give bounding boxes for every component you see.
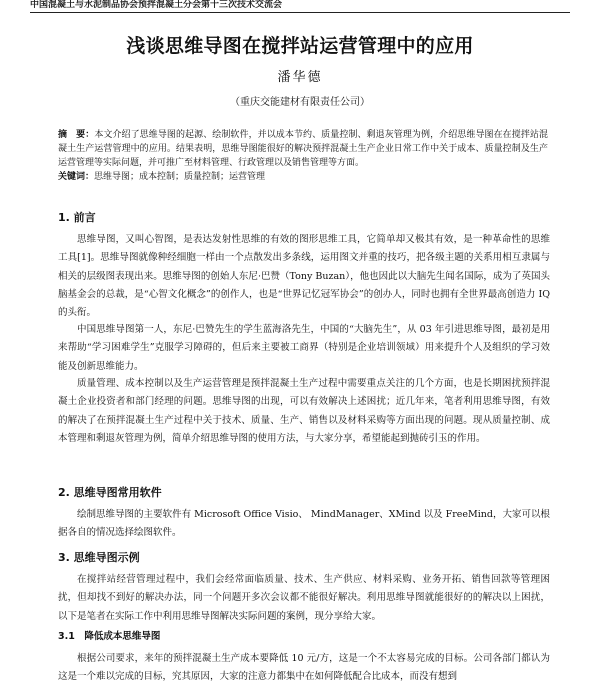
paper-title: 浅谈思维导图在搅拌站运营管理中的应用 bbox=[126, 35, 474, 57]
subsection-3-1-paragraph-1: 根据公司要求，来年的预拌混凝土生产成本要降低 10 元/方，这是一个不太容易完成的目标。公司各部门都认为这是一个难以完成的目标，究其原因，大家的注意力都集中在如何降低配合比成本，而没有想到 bbox=[58, 653, 550, 683]
section-1-paragraph-3: 质量管理、成本控制以及生产运营管理是预拌混凝土生产过程中需要重点关注的几个方面，也是长期困扰预拌混凝土企业投资者和部门经理的问题。思维导图的出现，可以有效解决上述困扰；近几年来，笔者利用思维导图，有效的解决了在预拌混凝土生产过程中关于技术、质量、生产、销售以及材料采购等方面出现的问题。现从质量控制、成本管理和剩退灰管理为例，简单介绍思维导图的使用方法，与大家分享，希望能起到抛砖引玉的作用。 bbox=[58, 378, 550, 444]
abstract bbox=[58, 128, 548, 170]
abstract-label: 摘 要： bbox=[58, 130, 95, 140]
running-head: 中国混凝土与水泥制品协会预拌混凝土分会第十三次技术交流会 bbox=[30, 0, 570, 13]
abstract-text: 本文介绍了思维导图的起源、绘制软件，并以成本节约、质量控制、剩退灰管理为例，介绍思维导图在在搅拌站混凝土生产运营管理中的应用。结果表明，思维导图能很好的解决预拌混凝土生产企业日常工作中关于成本、质量控制及生产运营管理等实际问题，并可推广至材料管理、行政管理以及销售管理等方面。 bbox=[58, 130, 548, 168]
keywords bbox=[58, 170, 548, 184]
section-2-heading: 2. 思维导图常用软件 bbox=[58, 486, 162, 499]
author-affiliation: （重庆交能建材有限责任公司） bbox=[230, 97, 370, 108]
author-name: 潘华德 bbox=[277, 70, 323, 85]
subsection-3-1-heading: 3.1 降低成本思维导图 bbox=[58, 631, 161, 642]
section-1-paragraph-2: 中国思维导图第一人，东尼·巴赞先生的学生蓝海洛先生，中国的“大脑先生”，从 03 年引进思维导图，最初是用来帮助“学习困难学生”克服学习障碍的，但后来主要被工商界（特别是企业培训领域）用来提升个人及组织的学习效能及创新思维能力。 bbox=[58, 324, 550, 372]
section-2-paragraph-1: 绘制思维导图的主要软件有 Microsoft Office Visio、 MindManager、XMind 以及 FreeMind，大家可以根据各自的情况选择绘图软件。 bbox=[58, 509, 550, 539]
section-3-paragraph-1: 在搅拌站经营管理过程中，我们会经常面临质量、技术、生产供应、材料采购、业务开拓、销售回款等管理困扰，但却找不到好的解决办法，同一个问题开多次会议都不能很好解决。利用思维导图就能很好的的解决以上困扰，以下是笔者在实际工作中利用思维导图解决实际问题的案例，现分享给大家。 bbox=[58, 574, 550, 622]
section-1-paragraph-1: 思维导图，又叫心智图，是表达发射性思维的有效的图形思维工具，它简单却又极其有效，是一种革命性的思维工具[1]。思维导图就像种经细胞一样由一个点散发出多条线，运用图文并重的技巧，把各级主题的关系用相互隶属与相关的层级图表现出来。思维导图的创始人东尼·巴赞（Tony Buzan），他也因此以大脑先生闻名国际，成为了英国头脑基金会的总裁，是“心智文化概念”的创作人，也是“世界记忆冠军协会”的创办人，同时也拥有全世界最高创造力 IQ 的头衔。 bbox=[58, 234, 550, 319]
section-1-heading: 1. 前言 bbox=[58, 211, 96, 224]
keywords-label: 关键词： bbox=[58, 172, 95, 182]
section-3-heading: 3. 思维导图示例 bbox=[58, 551, 140, 564]
keywords-text: 思维导图；成本控制；质量控制；运营管理 bbox=[94, 172, 266, 182]
